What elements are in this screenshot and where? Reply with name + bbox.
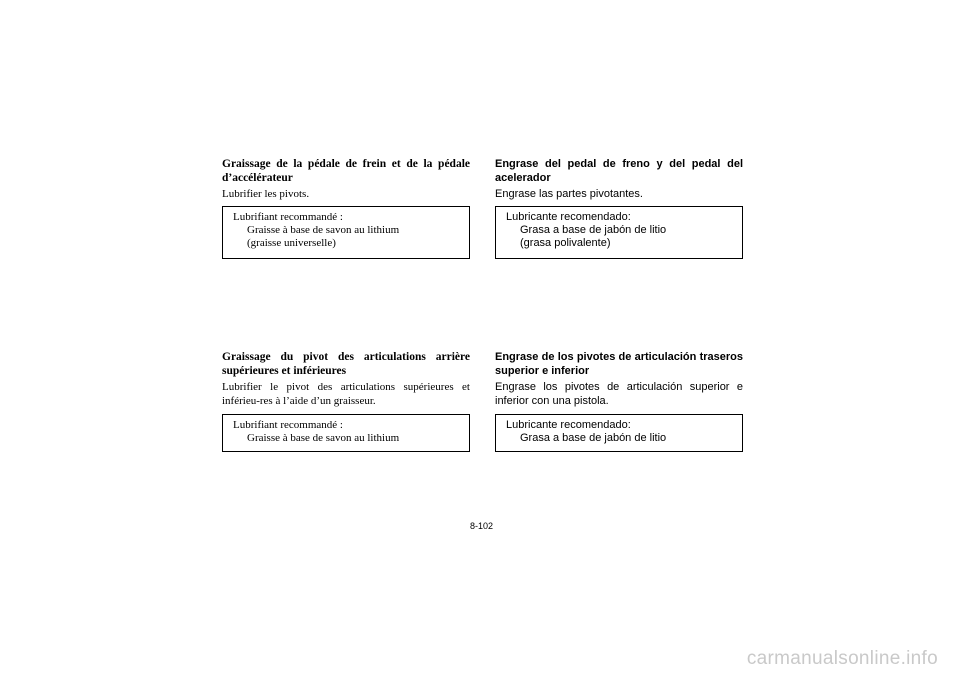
fr-lubricant-label-1: Lubrifiant recommandé :	[233, 211, 343, 223]
fr-section-brake-pedal	[222, 157, 470, 201]
es-section-pivot	[495, 350, 743, 408]
es-lubricant-label-2: Lubricante recomendado:	[506, 419, 631, 431]
es-lubricant-note-1: (grasa polivalente)	[520, 237, 611, 249]
fr-lubricant-value-1: Graisse à base de savon au lithium	[247, 224, 400, 236]
es-section-brake-pedal	[495, 157, 743, 201]
es-lubricant-value-1: Grasa a base de jabón de litio	[520, 224, 667, 236]
fr-lubricant-box-1	[222, 206, 470, 259]
fr-heading-pivot: Graissage du pivot des articulations arrière supérieures et inférieures	[222, 351, 470, 377]
fr-body-pivot: Lubrifier le pivot des articulations supérieures et inférieu-res à l’aide d’un graisseur.	[222, 381, 470, 407]
fr-body-brake-pedal: Lubrifier les pivots.	[222, 188, 310, 200]
watermark: carmanualsonline.info	[746, 648, 938, 669]
fr-lubricant-label-2: Lubrifiant recommandé :	[233, 419, 343, 431]
es-lubricant-box-2	[495, 414, 743, 452]
es-lubricant-box-1	[495, 206, 743, 259]
fr-lubricant-value-2: Graisse à base de savon au lithium	[247, 432, 400, 444]
fr-section-pivot	[222, 350, 470, 408]
es-lubricant-label-1: Lubricante recomendado:	[506, 211, 631, 223]
es-body-brake-pedal: Engrase las partes pivotantes.	[495, 188, 643, 200]
fr-lubricant-note-1: (graisse universelle)	[247, 237, 336, 249]
page-number: 8-102	[470, 521, 494, 531]
es-body-pivot: Engrase los pivotes de articulación superior e inferior con una pistola.	[495, 381, 743, 407]
es-lubricant-value-2: Grasa a base de jabón de litio	[520, 432, 667, 444]
es-heading-brake-pedal: Engrase del pedal de freno y del pedal del acelerador	[495, 158, 743, 184]
fr-heading-brake-pedal: Graissage de la pédale de frein et de la pédale d’accélérateur	[222, 158, 470, 184]
es-heading-pivot: Engrase de los pivotes de articulación traseros superior e inferior	[495, 351, 743, 377]
fr-lubricant-box-2	[222, 414, 470, 452]
